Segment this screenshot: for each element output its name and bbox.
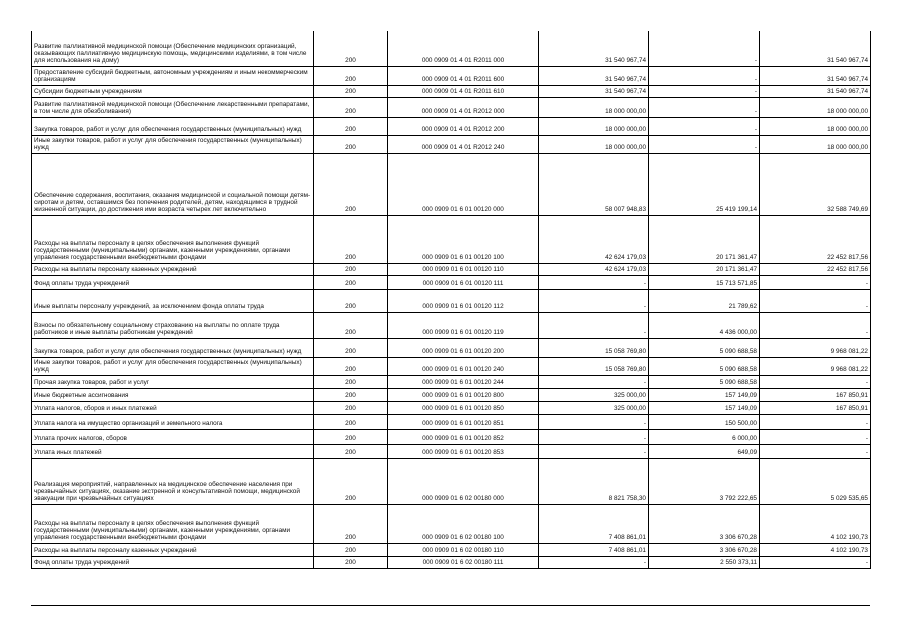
row-executed-amount: 2 550 373,11 bbox=[649, 556, 760, 568]
table-body bbox=[32, 31, 871, 568]
row-name: Развитие паллиативной медицинской помощи (Обеспечение лекарственными препаратами, в том числе для обезболивания) bbox=[32, 97, 314, 117]
row-budget-code: 000 0909 01 6 02 00180 100 bbox=[388, 504, 539, 543]
row-line-code: 200 bbox=[314, 31, 388, 66]
row-unexecuted-amount: - bbox=[760, 444, 871, 458]
row-line-code: 200 bbox=[314, 556, 388, 568]
row-unexecuted-amount: 31 540 967,74 bbox=[760, 85, 871, 97]
row-budget-code: 000 0909 01 6 02 00180 000 bbox=[388, 458, 539, 504]
row-budget-code: 000 0909 01 6 01 00120 850 bbox=[388, 401, 539, 414]
row-name: Расходы на выплаты персоналу казенных учреждений bbox=[32, 263, 314, 275]
row-executed-amount: 25 419 199,14 bbox=[649, 153, 760, 215]
row-executed-amount: 20 171 361,47 bbox=[649, 263, 760, 275]
table-row bbox=[32, 117, 871, 135]
row-line-code: 200 bbox=[314, 153, 388, 215]
row-budget-code: 000 0909 01 6 01 00120 111 bbox=[388, 275, 539, 289]
row-line-code: 200 bbox=[314, 543, 388, 556]
row-name: Уплата налога на имущество организаций и земельного налога bbox=[32, 414, 314, 429]
row-unexecuted-amount: 167 850,91 bbox=[760, 388, 871, 401]
row-approved-amount: - bbox=[539, 444, 649, 458]
row-approved-amount: 325 000,00 bbox=[539, 401, 649, 414]
row-line-code: 200 bbox=[314, 66, 388, 85]
table-row bbox=[32, 153, 871, 215]
row-approved-amount: 18 000 000,00 bbox=[539, 117, 649, 135]
row-line-code: 200 bbox=[314, 275, 388, 289]
row-name: Иные бюджетные ассигнования bbox=[32, 388, 314, 401]
row-approved-amount: - bbox=[539, 275, 649, 289]
row-approved-amount: - bbox=[539, 556, 649, 568]
row-unexecuted-amount: 31 540 967,74 bbox=[760, 66, 871, 85]
row-line-code: 200 bbox=[314, 135, 388, 153]
row-budget-code: 000 0909 01 4 01 R2011 610 bbox=[388, 85, 539, 97]
table-row bbox=[32, 66, 871, 85]
row-approved-amount: 42 624 179,03 bbox=[539, 215, 649, 263]
row-budget-code: 000 0909 01 6 02 00180 111 bbox=[388, 556, 539, 568]
row-approved-amount: 15 058 769,80 bbox=[539, 357, 649, 375]
row-budget-code: 000 0909 01 4 01 R2011 600 bbox=[388, 66, 539, 85]
row-name: Прочая закупка товаров, работ и услуг bbox=[32, 375, 314, 388]
row-unexecuted-amount: 18 000 000,00 bbox=[760, 97, 871, 117]
row-executed-amount: - bbox=[649, 97, 760, 117]
row-approved-amount: - bbox=[539, 414, 649, 429]
row-line-code: 200 bbox=[314, 429, 388, 444]
row-approved-amount: - bbox=[539, 375, 649, 388]
row-executed-amount: 4 436 000,00 bbox=[649, 312, 760, 338]
row-line-code: 200 bbox=[314, 289, 388, 312]
row-executed-amount: - bbox=[649, 66, 760, 85]
row-unexecuted-amount: 22 452 817,56 bbox=[760, 215, 871, 263]
row-approved-amount: 325 000,00 bbox=[539, 388, 649, 401]
table-row bbox=[32, 338, 871, 357]
row-executed-amount: 21 789,62 bbox=[649, 289, 760, 312]
row-unexecuted-amount: 4 102 190,73 bbox=[760, 543, 871, 556]
row-line-code: 200 bbox=[314, 357, 388, 375]
row-budget-code: 000 0909 01 6 01 00120 110 bbox=[388, 263, 539, 275]
row-budget-code: 000 0909 01 4 01 R2012 200 bbox=[388, 117, 539, 135]
row-executed-amount: 20 171 361,47 bbox=[649, 215, 760, 263]
table-row bbox=[32, 135, 871, 153]
table-row bbox=[32, 444, 871, 458]
row-unexecuted-amount: 22 452 817,56 bbox=[760, 263, 871, 275]
row-name: Фонд оплаты труда учреждений bbox=[32, 275, 314, 289]
row-unexecuted-amount: 167 850,91 bbox=[760, 401, 871, 414]
table-row bbox=[32, 215, 871, 263]
row-approved-amount: 42 624 179,03 bbox=[539, 263, 649, 275]
row-name: Иные закупки товаров, работ и услуг для обеспечения государственных (муниципальных) нужд bbox=[32, 135, 314, 153]
row-name: Уплата прочих налогов, сборов bbox=[32, 429, 314, 444]
row-name: Взносы по обязательному социальному страхованию на выплаты по оплате труда работников и иные выплаты работникам учреждений bbox=[32, 312, 314, 338]
row-name: Иные выплаты персоналу учреждений, за исключением фонда оплаты труда bbox=[32, 289, 314, 312]
table-row bbox=[32, 414, 871, 429]
row-budget-code: 000 0909 01 6 01 00120 100 bbox=[388, 215, 539, 263]
row-unexecuted-amount: 18 000 000,00 bbox=[760, 117, 871, 135]
row-executed-amount: 5 090 688,58 bbox=[649, 375, 760, 388]
row-budget-code: 000 0909 01 6 02 00180 110 bbox=[388, 543, 539, 556]
table-row bbox=[32, 375, 871, 388]
row-executed-amount: 5 090 688,58 bbox=[649, 357, 760, 375]
table-row bbox=[32, 263, 871, 275]
row-unexecuted-amount: 18 000 000,00 bbox=[760, 135, 871, 153]
row-budget-code: 000 0909 01 6 01 00120 000 bbox=[388, 153, 539, 215]
row-budget-code: 000 0909 01 6 01 00120 853 bbox=[388, 444, 539, 458]
row-approved-amount: 31 540 967,74 bbox=[539, 31, 649, 66]
row-approved-amount: 58 007 948,83 bbox=[539, 153, 649, 215]
table-row bbox=[32, 458, 871, 504]
row-executed-amount: - bbox=[649, 31, 760, 66]
table-row bbox=[32, 97, 871, 117]
row-line-code: 200 bbox=[314, 504, 388, 543]
row-unexecuted-amount: - bbox=[760, 275, 871, 289]
table-row bbox=[32, 556, 871, 568]
row-approved-amount: 18 000 000,00 bbox=[539, 135, 649, 153]
row-name: Расходы на выплаты персоналу казенных учреждений bbox=[32, 543, 314, 556]
row-line-code: 200 bbox=[314, 215, 388, 263]
row-line-code: 200 bbox=[314, 444, 388, 458]
row-budget-code: 000 0909 01 6 01 00120 200 bbox=[388, 338, 539, 357]
row-executed-amount: 150 500,00 bbox=[649, 414, 760, 429]
row-executed-amount: 6 000,00 bbox=[649, 429, 760, 444]
row-budget-code: 000 0909 01 6 01 00120 119 bbox=[388, 312, 539, 338]
row-line-code: 200 bbox=[314, 401, 388, 414]
row-executed-amount: 3 306 670,28 bbox=[649, 543, 760, 556]
row-budget-code: 000 0909 01 6 01 00120 851 bbox=[388, 414, 539, 429]
row-unexecuted-amount: 9 968 081,22 bbox=[760, 357, 871, 375]
row-line-code: 200 bbox=[314, 263, 388, 275]
row-executed-amount: 649,09 bbox=[649, 444, 760, 458]
table-row bbox=[32, 504, 871, 543]
row-line-code: 200 bbox=[314, 312, 388, 338]
row-budget-code: 000 0909 01 4 01 R2011 000 bbox=[388, 31, 539, 66]
row-executed-amount: 157 149,09 bbox=[649, 388, 760, 401]
row-unexecuted-amount: - bbox=[760, 375, 871, 388]
table-row bbox=[32, 429, 871, 444]
row-unexecuted-amount: - bbox=[760, 312, 871, 338]
table-row bbox=[32, 289, 871, 312]
row-name: Уплата иных платежей bbox=[32, 444, 314, 458]
table-row bbox=[32, 85, 871, 97]
row-name: Предоставление субсидий бюджетным, автономным учреждениям и иным некоммерческим организациям bbox=[32, 66, 314, 85]
row-name: Реализация мероприятий, направленных на медицинское обеспечение населения при чрезвычайных ситуациях, оказание экстренной и консультативной помощи, медицинской эвакуации при чрезвычайных ситуациях bbox=[32, 458, 314, 504]
row-name: Субсидии бюджетным учреждениям bbox=[32, 85, 314, 97]
row-unexecuted-amount: - bbox=[760, 289, 871, 312]
budget-execution-table bbox=[31, 31, 871, 569]
row-name: Расходы на выплаты персоналу в целях обеспечения выполнения функций государственными (муниципальными) органами, казенными учреждениями, органами управления государственными внебюджетными фондами bbox=[32, 215, 314, 263]
row-executed-amount: 157 149,09 bbox=[649, 401, 760, 414]
row-line-code: 200 bbox=[314, 338, 388, 357]
table-row bbox=[32, 275, 871, 289]
row-executed-amount: 15 713 571,85 bbox=[649, 275, 760, 289]
bottom-rule bbox=[31, 605, 870, 606]
row-name: Обеспечение содержания, воспитания, оказания медицинской и социальной помощи детям-сиротам и детям, оставшимся без попечения родителей, детям, находящимся в трудной жизненной ситуации, до достижения ими возраста четырех лет включительно bbox=[32, 153, 314, 215]
row-line-code: 200 bbox=[314, 375, 388, 388]
row-name: Закупка товаров, работ и услуг для обеспечения государственных (муниципальных) нужд bbox=[32, 338, 314, 357]
row-unexecuted-amount: - bbox=[760, 556, 871, 568]
table-row bbox=[32, 401, 871, 414]
row-executed-amount: - bbox=[649, 135, 760, 153]
table-row bbox=[32, 388, 871, 401]
row-executed-amount: 5 090 688,58 bbox=[649, 338, 760, 357]
row-budget-code: 000 0909 01 4 01 R2012 240 bbox=[388, 135, 539, 153]
row-executed-amount: 3 306 670,28 bbox=[649, 504, 760, 543]
row-name: Фонд оплаты труда учреждений bbox=[32, 556, 314, 568]
row-line-code: 200 bbox=[314, 117, 388, 135]
row-approved-amount: 15 058 769,80 bbox=[539, 338, 649, 357]
row-name: Развитие паллиативной медицинской помощи (Обеспечение медицинских организаций, оказывающих паллиативную медицинскую помощь, медицинскими изделиями, в том числе для использования на дому) bbox=[32, 31, 314, 66]
row-approved-amount: 8 821 758,30 bbox=[539, 458, 649, 504]
table-row bbox=[32, 357, 871, 375]
row-unexecuted-amount: 32 588 749,69 bbox=[760, 153, 871, 215]
row-line-code: 200 bbox=[314, 85, 388, 97]
table-row bbox=[32, 543, 871, 556]
row-unexecuted-amount: 31 540 967,74 bbox=[760, 31, 871, 66]
row-line-code: 200 bbox=[314, 458, 388, 504]
row-line-code: 200 bbox=[314, 388, 388, 401]
row-name: Расходы на выплаты персоналу в целях обеспечения выполнения функций государственными (муниципальными) органами, казенными учреждениями, органами управления государственными внебюджетными фондами bbox=[32, 504, 314, 543]
row-name: Иные закупки товаров, работ и услуг для обеспечения государственных (муниципальных) нужд bbox=[32, 357, 314, 375]
row-name: Закупка товаров, работ и услуг для обеспечения государственных (муниципальных) нужд bbox=[32, 117, 314, 135]
row-unexecuted-amount: 9 968 081,22 bbox=[760, 338, 871, 357]
row-executed-amount: - bbox=[649, 117, 760, 135]
row-name: Уплата налогов, сборов и иных платежей bbox=[32, 401, 314, 414]
row-budget-code: 000 0909 01 6 01 00120 112 bbox=[388, 289, 539, 312]
row-approved-amount: 7 408 861,01 bbox=[539, 543, 649, 556]
row-line-code: 200 bbox=[314, 414, 388, 429]
row-budget-code: 000 0909 01 6 01 00120 240 bbox=[388, 357, 539, 375]
row-budget-code: 000 0909 01 6 01 00120 800 bbox=[388, 388, 539, 401]
row-budget-code: 000 0909 01 4 01 R2012 000 bbox=[388, 97, 539, 117]
row-approved-amount: 7 408 861,01 bbox=[539, 504, 649, 543]
row-executed-amount: - bbox=[649, 85, 760, 97]
row-approved-amount: 31 540 967,74 bbox=[539, 66, 649, 85]
row-budget-code: 000 0909 01 6 01 00120 244 bbox=[388, 375, 539, 388]
row-approved-amount: - bbox=[539, 429, 649, 444]
row-budget-code: 000 0909 01 6 01 00120 852 bbox=[388, 429, 539, 444]
row-unexecuted-amount: 5 029 535,65 bbox=[760, 458, 871, 504]
table-row bbox=[32, 312, 871, 338]
row-unexecuted-amount: 4 102 190,73 bbox=[760, 504, 871, 543]
row-unexecuted-amount: - bbox=[760, 414, 871, 429]
row-approved-amount: - bbox=[539, 312, 649, 338]
row-approved-amount: 31 540 967,74 bbox=[539, 85, 649, 97]
row-approved-amount: - bbox=[539, 289, 649, 312]
row-approved-amount: 18 000 000,00 bbox=[539, 97, 649, 117]
row-executed-amount: 3 792 222,65 bbox=[649, 458, 760, 504]
table-row bbox=[32, 31, 871, 66]
row-line-code: 200 bbox=[314, 97, 388, 117]
row-unexecuted-amount: - bbox=[760, 429, 871, 444]
